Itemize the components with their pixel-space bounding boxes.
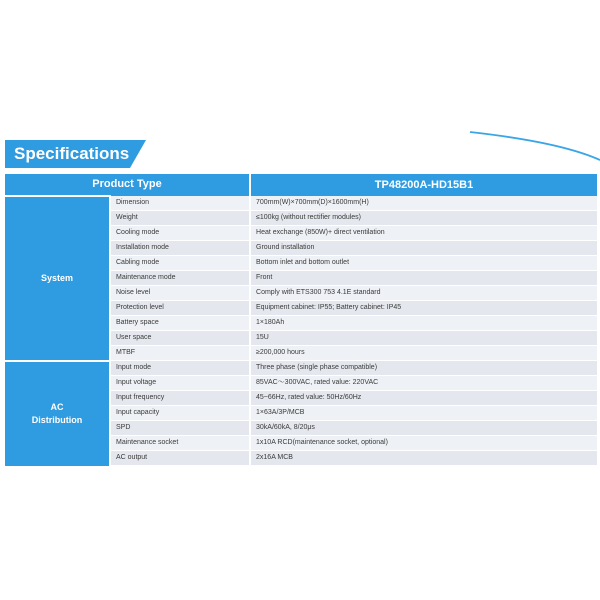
spec-value: ≤100kg (without rectifier modules) xyxy=(250,211,597,226)
spec-label: Input capacity xyxy=(110,406,250,421)
spec-value: 45~66Hz, rated value: 50Hz/60Hz xyxy=(250,391,597,406)
header-product-type: Product Type xyxy=(5,174,250,196)
spec-label: Installation mode xyxy=(110,241,250,256)
spec-value: Three phase (single phase compatible) xyxy=(250,361,597,376)
section-title: Specifications xyxy=(5,140,130,168)
spec-value: 85VAC～300VAC, rated value: 220VAC xyxy=(250,376,597,391)
spec-label: Maintenance mode xyxy=(110,271,250,286)
group-label: System xyxy=(5,196,110,361)
spec-label: AC output xyxy=(110,451,250,466)
group-label: AC Distribution xyxy=(5,361,110,466)
spec-label: User space xyxy=(110,331,250,346)
section-title-tail xyxy=(130,140,146,168)
table-row xyxy=(5,196,597,211)
spec-value: Bottom inlet and bottom outlet xyxy=(250,256,597,271)
spec-label: Weight xyxy=(110,211,250,226)
spec-label: SPD xyxy=(110,421,250,436)
spec-label: Cabling mode xyxy=(110,256,250,271)
spec-value: Equipment cabinet: IP55; Battery cabinet: IP45 xyxy=(250,301,597,316)
spec-table xyxy=(5,174,597,466)
spec-label: Input mode xyxy=(110,361,250,376)
spec-value: 15U xyxy=(250,331,597,346)
spec-value: 1x10A RCD(maintenance socket, optional) xyxy=(250,436,597,451)
spec-value: Comply with ETS300 753 4.1E standard xyxy=(250,286,597,301)
spec-value: 1×180Ah xyxy=(250,316,597,331)
spec-label: Input frequency xyxy=(110,391,250,406)
spec-label: Noise level xyxy=(110,286,250,301)
spec-label: Cooling mode xyxy=(110,226,250,241)
spec-label: Maintenance socket xyxy=(110,436,250,451)
spec-label: Input voltage xyxy=(110,376,250,391)
spec-label: Battery space xyxy=(110,316,250,331)
spec-value: 700mm(W)×700mm(D)×1600mm(H) xyxy=(250,196,597,211)
spec-value: ≥200,000 hours xyxy=(250,346,597,361)
spec-value: 2x16A MCB xyxy=(250,451,597,466)
spec-value: 30kA/60kA, 8/20μs xyxy=(250,421,597,436)
table-row xyxy=(5,361,597,376)
spec-label: MTBF xyxy=(110,346,250,361)
spec-value: Ground installation xyxy=(250,241,597,256)
spec-value: 1×63A/3P/MCB xyxy=(250,406,597,421)
spec-value: Front xyxy=(250,271,597,286)
spec-body xyxy=(5,196,597,466)
spec-label: Protection level xyxy=(110,301,250,316)
table-header-row xyxy=(5,174,597,196)
spec-label: Dimension xyxy=(110,196,250,211)
header-model: TP48200A-HD15B1 xyxy=(250,174,597,196)
spec-value: Heat exchange (850W)+ direct ventilation xyxy=(250,226,597,241)
